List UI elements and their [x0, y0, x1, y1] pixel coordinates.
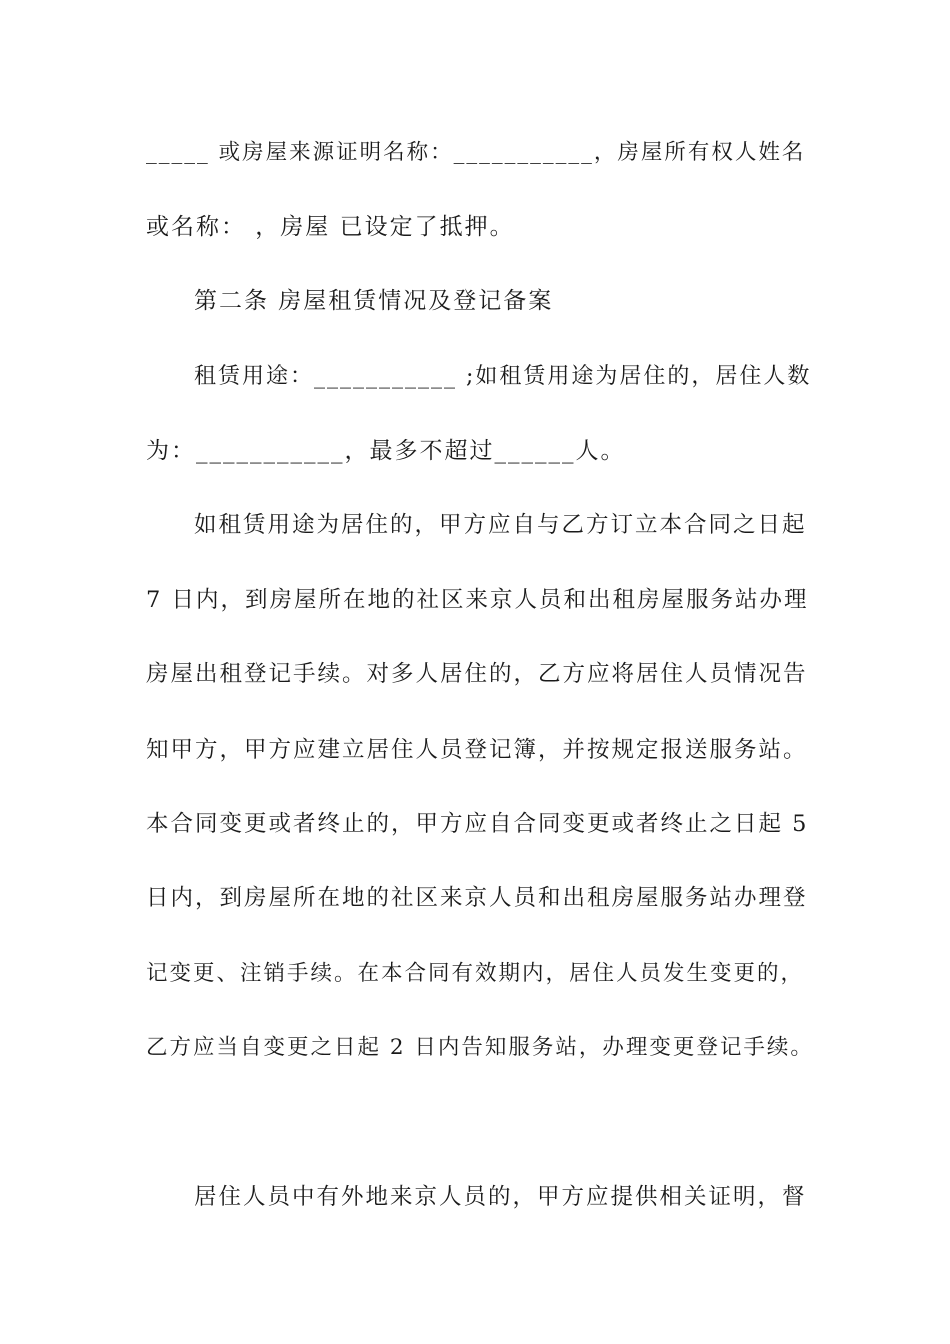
text-line: 记变更、注销手续。在本合同有效期内，居住人员发生变更的， — [146, 961, 805, 986]
text-line: 日内，到房屋所在地的社区来京人员和出租房屋服务站办理登 — [146, 885, 808, 911]
text-line: 如租赁用途为居住的，甲方应自与乙方订立本合同之日起 — [194, 512, 807, 538]
text-line: 居住人员中有外地来京人员的，甲方应提供相关证明，督 — [194, 1184, 807, 1210]
text-line: 为：___________，最多不超过______人。 — [146, 438, 626, 464]
text-line: 或名称： ，房屋 已设定了抵押。 — [146, 214, 515, 240]
text-line: 本合同变更或者终止的，甲方应自合同变更或者终止之日起 5 — [146, 811, 809, 837]
text-line: 租赁用途：___________ ;如租赁用途为居住的，居住人数 — [194, 364, 812, 389]
text-line: 7 日内，到房屋所在地的社区来京人员和出租房屋服务站办理 — [146, 587, 809, 613]
article-heading: 第二条 房屋租赁情况及登记备案 — [194, 288, 554, 314]
text-line: _____ 或房屋来源证明名称：___________，房屋所有权人姓名 — [146, 140, 806, 165]
text-line: 房屋出租登记手续。对多人居住的，乙方应将居住人员情况告 — [146, 661, 808, 687]
text-line: 知甲方，甲方应建立居住人员登记簿，并按规定报送服务站。 — [146, 737, 808, 763]
text-line: 乙方应当自变更之日起 2 日内告知服务站，办理变更登记手续。 — [146, 1035, 814, 1060]
